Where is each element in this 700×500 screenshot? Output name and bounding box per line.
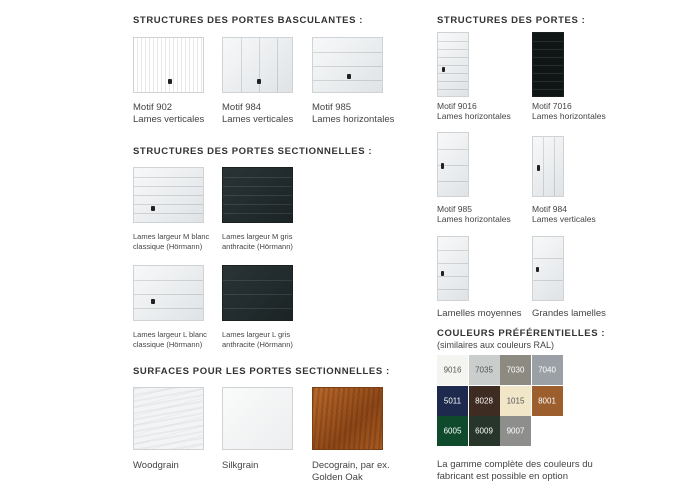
color-grid (437, 355, 563, 447)
color-swatch-7035 (469, 355, 500, 385)
door-handle (442, 67, 445, 72)
door-swatch-m-blanc (133, 167, 204, 223)
couleurs-subtitle: (similaires aux couleurs RAL) (437, 340, 555, 350)
surface-swatch-golden-oak (312, 387, 383, 450)
door-handle (257, 79, 261, 84)
door-swatch-902 (133, 37, 204, 93)
color-swatch-1015 (500, 386, 531, 416)
color-swatch-5011 (437, 386, 468, 416)
entry-door-lamelles-moyennes (437, 236, 469, 301)
color-code-label: 6009 (475, 426, 493, 436)
door-swatch-l-blanc (133, 265, 204, 321)
entry-door-984 (532, 136, 564, 197)
door-handle (441, 271, 444, 276)
caption-golden-oak: Decograin, par ex. Golden Oak (312, 460, 390, 483)
entry-door-985 (437, 132, 469, 197)
color-code-label: 5011 (443, 396, 462, 406)
caption-silkgrain: Silkgrain (222, 460, 259, 471)
color-code-label: 6005 (443, 426, 462, 436)
surface-swatch-woodgrain (133, 387, 204, 450)
color-code-label: 8001 (538, 396, 556, 406)
caption-984: Motif 984 Lames verticales (222, 102, 294, 125)
color-code-label: 8028 (475, 396, 493, 406)
door-handle (536, 267, 539, 272)
caption-7016: Motif 7016 Lames horizontales (532, 101, 606, 121)
color-swatch-6005 (437, 416, 468, 446)
door-handle (151, 299, 155, 304)
door-handle (537, 165, 540, 171)
caption-m-blanc: Lames largeur M blanc classique (Hörmann) (133, 232, 210, 251)
surface-swatch-silkgrain (222, 387, 293, 450)
door-handle (441, 163, 444, 169)
color-swatch-9016 (437, 355, 468, 385)
basculantes-heading: STRUCTURES DES PORTES BASCULANTES : (133, 15, 364, 26)
color-swatch-6009 (469, 416, 500, 446)
caption-m-gris: Lames largeur M gris anthracite (Hörmann) (222, 232, 293, 251)
caption-grandes-lamelles: Grandes lamelles (532, 308, 606, 319)
entry-door-9016 (437, 32, 469, 97)
door-handle (151, 206, 155, 211)
door-swatch-l-gris (222, 265, 293, 321)
caption-lamelles-moyennes: Lamelles moyennes (437, 308, 522, 319)
color-code-label: 7040 (538, 365, 556, 375)
caption-l-gris: Lames largeur L gris anthracite (Hörmann) (222, 330, 293, 349)
color-swatch-8001 (532, 386, 563, 416)
caption-woodgrain: Woodgrain (133, 460, 179, 471)
color-code-label: 9016 (443, 365, 462, 375)
caption-985: Motif 985 Lames horizontales (312, 102, 395, 125)
color-swatch-8028 (469, 386, 500, 416)
portes-heading: STRUCTURES DES PORTES : (437, 15, 586, 26)
color-swatch-9007 (500, 416, 531, 446)
color-swatch-7040 (532, 355, 563, 385)
caption-l-blanc: Lames largeur L blanc classique (Hörmann) (133, 330, 207, 349)
door-swatch-985 (312, 37, 383, 93)
entry-door-7016 (532, 32, 564, 97)
color-code-label: 9007 (506, 426, 525, 436)
door-swatch-984 (222, 37, 293, 93)
color-code-label: 7030 (506, 365, 525, 375)
caption-9016: Motif 9016 Lames horizontales (437, 101, 511, 121)
color-code-label: 7035 (475, 365, 493, 375)
caption-portes-984: Motif 984 Lames verticales (532, 204, 596, 224)
caption-portes-985: Motif 985 Lames horizontales (437, 204, 511, 224)
sectionnelles-heading: STRUCTURES DES PORTES SECTIONNELLES : (133, 146, 373, 157)
door-handle (347, 74, 351, 79)
caption-902: Motif 902 Lames verticales (133, 102, 205, 125)
surfaces-heading: SURFACES POUR LES PORTES SECTIONNELLES : (133, 366, 390, 377)
color-code-label: 1015 (506, 396, 525, 406)
color-swatch-7030 (500, 355, 531, 385)
door-handle (168, 79, 172, 84)
color-footnote: La gamme complète des couleurs du fabricant est possible en option (437, 459, 593, 482)
couleurs-heading: COULEURS PRÉFÉRENTIELLES : (437, 328, 606, 339)
entry-door-grandes-lamelles (532, 236, 564, 301)
door-swatch-m-gris (222, 167, 293, 223)
